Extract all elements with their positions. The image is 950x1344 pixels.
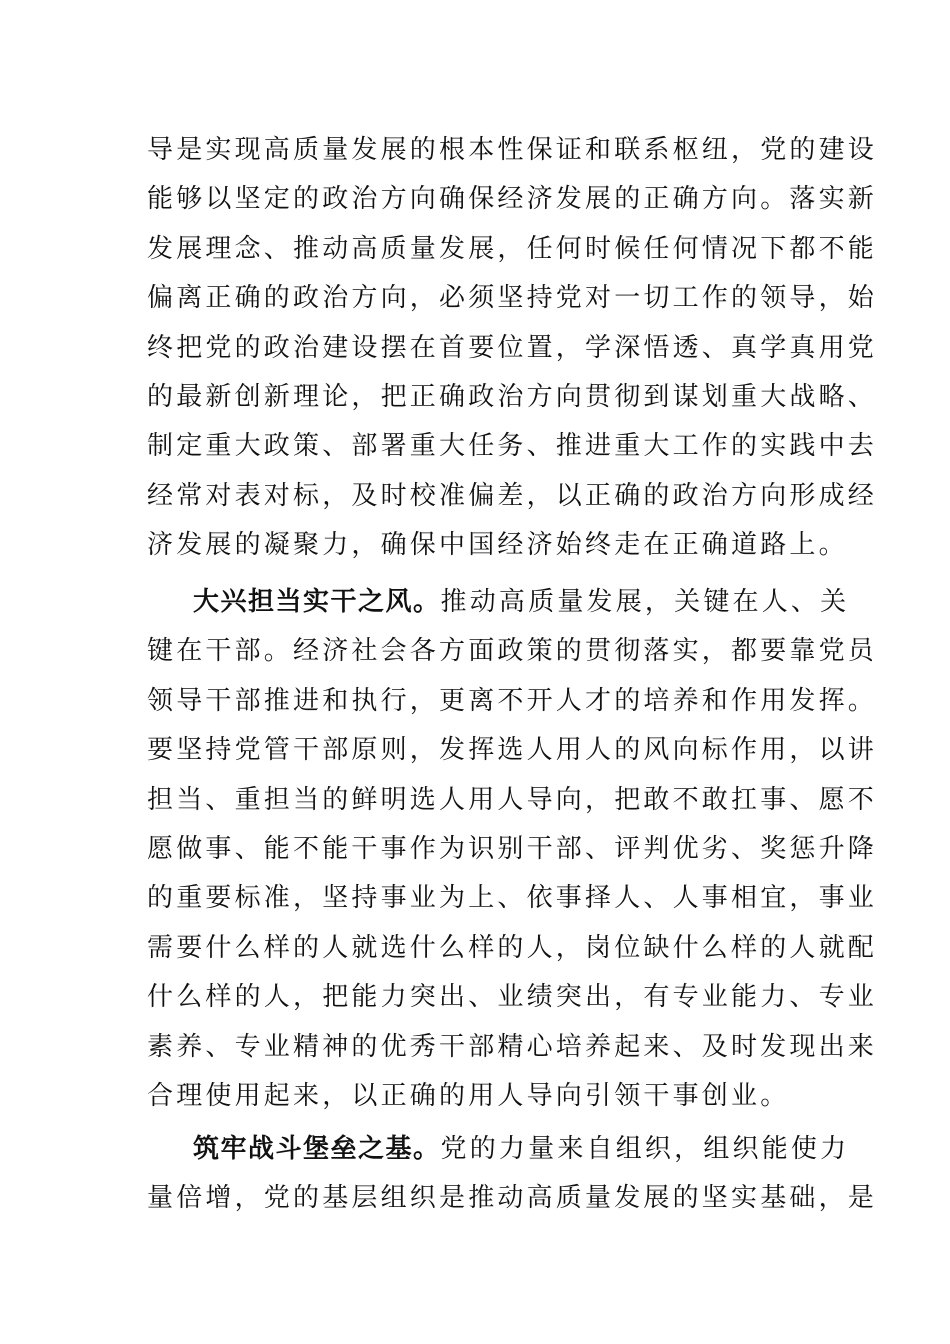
paragraph-line: 终把党的政治建设摆在首要位置，学深悟透、真学真用党 [147, 332, 878, 363]
paragraph-first-line [147, 1125, 850, 1174]
paragraph-line: 素养、专业精神的优秀干部精心培养起来、及时发现出来 [147, 1031, 878, 1062]
paragraph-line: 经常对表对标，及时校准偏差，以正确的政治方向形成经 [147, 480, 878, 511]
paragraph-line: 什么样的人，把能力突出、业绩突出，有专业能力、专业 [147, 982, 878, 1013]
paragraph-line-rest: 推动高质量发展，关键在人、关 [440, 587, 850, 617]
paragraph-line: 要坚持党管干部原则，发挥选人用人的风向标作用，以讲 [147, 735, 878, 766]
paragraph-line: 量倍增，党的基层组织是推动高质量发展的坚实基础，是 [147, 1183, 878, 1214]
paragraph-line: 合理使用起来，以正确的用人导向引领干事创业。 [147, 1080, 790, 1111]
paragraph-line: 领导干部推进和执行，更离不开人才的培养和作用发挥。 [147, 685, 878, 716]
paragraph-first-line [147, 578, 850, 627]
paragraph-3 [147, 1125, 878, 1224]
paragraph-line: 的重要标准，坚持事业为上、依事择人、人事相宜，事业 [147, 883, 878, 914]
paragraph-line: 济发展的凝聚力，确保中国经济始终走在正确道路上。 [147, 530, 848, 561]
paragraph-line: 导是实现高质量发展的根本性保证和联系枢纽，党的建设 [147, 135, 878, 165]
paragraph-line: 的最新创新理论，把正确政治方向贯彻到谋划重大战略、 [147, 381, 878, 412]
paragraph-line: 偏离正确的政治方向，必须坚持党对一切工作的领导，始 [147, 283, 878, 314]
paragraph-line: 发展理念、推动高质量发展，任何时候任何情况下都不能 [147, 233, 878, 264]
paragraph-lead-heading: 筑牢战斗堡垒之基。 [193, 1134, 441, 1164]
paragraph-line: 能够以坚定的政治方向确保经济发展的正确方向。落实新 [147, 184, 878, 215]
paragraph-line: 需要什么样的人就选什么样的人，岗位缺什么样的人就配 [147, 932, 878, 963]
paragraph-line: 担当、重担当的鲜明选人用人导向，把敢不敢扛事、愿不 [147, 784, 878, 815]
paragraph-1 [147, 126, 878, 571]
paragraph-line: 愿做事、能不能干事作为识别干部、评判优劣、奖惩升降 [147, 833, 878, 864]
paragraph-line: 制定重大政策、部署重大任务、推进重大工作的实践中去 [147, 431, 878, 462]
paragraph-line-rest: 党的力量来自组织，组织能使力 [440, 1134, 850, 1164]
paragraph-2 [147, 578, 878, 1121]
paragraph-lead-heading: 大兴担当实干之风。 [193, 587, 441, 617]
paragraph-line: 键在干部。经济社会各方面政策的贯彻落实，都要靠党员 [147, 636, 878, 667]
